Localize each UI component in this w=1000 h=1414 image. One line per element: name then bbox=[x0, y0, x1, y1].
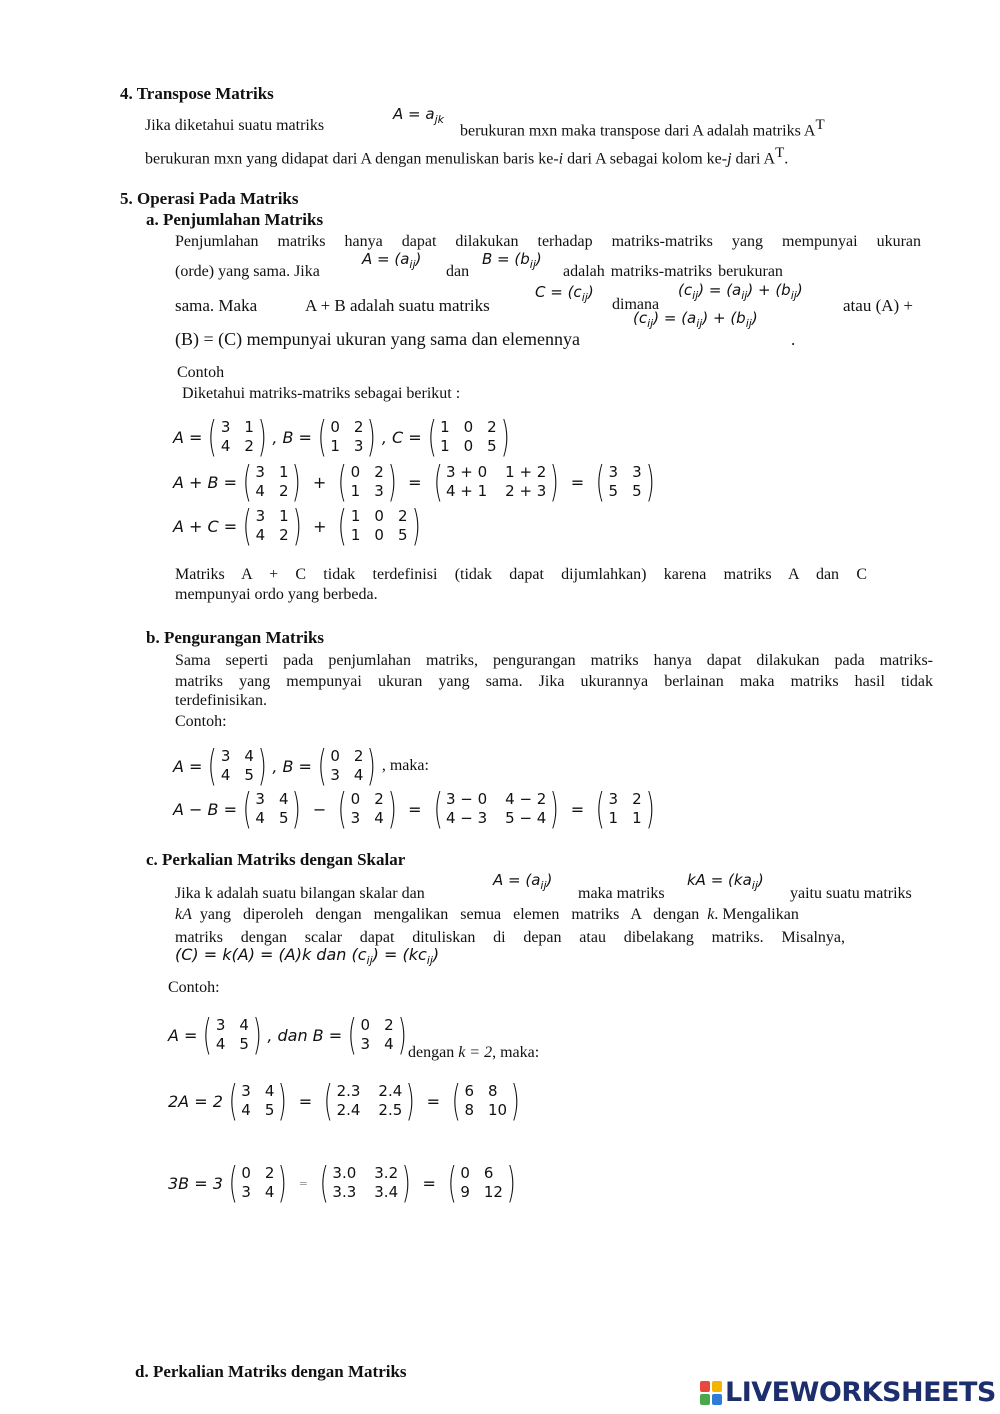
sec5a-line2-a: (orde) yang sama. Jika bbox=[175, 263, 320, 280]
matrix-cell: 0 bbox=[460, 1164, 470, 1182]
matrix-sum-result: ( 3 3 5 5 ) bbox=[595, 457, 655, 506]
matrix-cell: 4 bbox=[264, 1082, 275, 1100]
matrix-cell: 2 bbox=[374, 790, 384, 808]
matrix-cell: 3 bbox=[608, 463, 619, 481]
sec5a-line4: (B) = (C) mempunyai ukuran yang sama dan elemennya bbox=[175, 329, 581, 349]
matrix-cell: 2 bbox=[264, 1164, 275, 1182]
sec5a-line3-b: A + B adalah suatu matriks bbox=[305, 296, 490, 315]
matrix-cell: 0 bbox=[374, 507, 384, 525]
sec5c-dengan-k: dengan k = 2, maka: bbox=[408, 1044, 540, 1061]
matrix-cell: 1 bbox=[350, 526, 361, 544]
sec4-line2-text: berukuran mxn yang didapat dari A dengan menuliskan baris ke-i dari A sebagai kolom ke-j dari $A^T$. bbox=[145, 145, 789, 168]
section-5-heading: 5. Operasi Pada Matriks bbox=[120, 189, 299, 208]
matrix-cell: 4 bbox=[374, 809, 384, 827]
matrix-cell: 9 bbox=[460, 1183, 470, 1201]
matrix-cell: 3 − 0 bbox=[445, 790, 488, 808]
matrix-cell: 0 bbox=[330, 418, 340, 436]
sec5a-formula-a: $A = (a_{ij})$ bbox=[362, 250, 422, 271]
matrix-a: ( 3 1 4 2 ) bbox=[208, 412, 267, 461]
matrix-cell: 2 bbox=[487, 418, 497, 436]
sec5a-line1: Penjumlahan matriks hanya dapat dilakukan terhadap matriks-matriks yang mempunyai ukuran bbox=[175, 233, 921, 250]
matrix-a: ( 3 1 4 2 ) bbox=[242, 457, 302, 506]
matrix-cell: 1 bbox=[632, 809, 642, 827]
sec5b-eq-definitions: A = ( 3 4 4 5 ) , B = ( 0 2 3 4 ) , maka: bbox=[173, 741, 429, 790]
sec5a-note-line1: Matriks A + C tidak terdefinisi (tidak dapat dijumlahkan) karena matriks A dan C bbox=[175, 566, 867, 583]
matrix-cell: 0 bbox=[463, 437, 474, 455]
matrix-cell: 1 bbox=[608, 809, 619, 827]
sec5b-eq-difference: A − B = ( 3 4 4 5 ) − ( 0 2 3 4 ) = ( 3 − 0 4 − 2 4 − 3 5 − 4 ) = ( 3 2 1 1 ) bbox=[173, 786, 660, 832]
matrix-cell: 3 bbox=[350, 809, 361, 827]
matrix-cell: 2 bbox=[353, 747, 364, 765]
matrix-cell: 2 bbox=[279, 526, 289, 544]
matrix-cell: 2.3 bbox=[336, 1082, 361, 1100]
matrix-diff-result: ( 3 2 1 1 ) bbox=[595, 784, 655, 833]
sec5a-formula-b: $B = (b_{ij})$ bbox=[482, 250, 542, 271]
sec5a-line3-end: atau (A) + bbox=[843, 296, 914, 315]
sec5c-line1-a: Jika k adalah suatu bilangan skalar dan bbox=[175, 885, 425, 902]
matrix-b: ( 0 2 3 4 ) bbox=[347, 1010, 407, 1059]
sec5a-note-line2: mempunyai ordo yang berbeda. bbox=[175, 586, 378, 603]
matrix-a: ( 3 4 4 5 ) bbox=[203, 1010, 262, 1059]
sec5a-formula-cond-2: $(c_{ij}) = (a_{ij}) + (b_{ij})$ bbox=[633, 309, 758, 330]
sec5a-eq-undefined-sum: A + C = ( 3 1 4 2 ) + ( 1 0 2 1 0 5 ) bbox=[173, 503, 426, 549]
sec5a-line4-end: . bbox=[791, 330, 796, 349]
matrix-cell: 1 bbox=[279, 507, 289, 525]
matrix-b: ( 0 2 3 4 ) bbox=[228, 1158, 288, 1207]
matrix-a: ( 3 4 4 5 ) bbox=[208, 741, 267, 790]
matrix-cell: 3 bbox=[374, 482, 384, 500]
matrix-cell: 4 bbox=[353, 766, 364, 784]
matrix-cell: 5 bbox=[264, 1101, 275, 1119]
matrix-cell: 1 bbox=[330, 437, 340, 455]
sec5c-line3: matriks dengan scalar dapat dituliskan di depan atau dibelakang matriks. Misalnya, bbox=[175, 929, 845, 946]
matrix-cell: 0 bbox=[330, 747, 340, 765]
sec4-formula-a-ajk: $A = a_{jk}$ bbox=[393, 105, 444, 126]
matrix-cell: 8 bbox=[464, 1101, 475, 1119]
sec5a-line3-dimana: dimana bbox=[612, 296, 660, 313]
section-5a-heading: a. Penjumlahan Matriks bbox=[146, 210, 324, 229]
liveworksheets-logo-text: LIVEWORKSHEETS bbox=[725, 1377, 996, 1408]
matrix-cell: 0 bbox=[463, 418, 474, 436]
sec5c-eq-definitions: A = ( 3 4 4 5 ) , dan B = ( 0 2 3 4 ) bbox=[168, 1012, 412, 1058]
matrix-cell: 5 bbox=[632, 482, 642, 500]
matrix-cell: 4 bbox=[244, 747, 254, 765]
matrix-cell: 3 bbox=[632, 463, 642, 481]
matrix-cell: 8 bbox=[488, 1082, 498, 1100]
matrix-cell: 4 bbox=[239, 1016, 249, 1034]
matrix-cell: 0 bbox=[360, 1016, 371, 1034]
matrix-diff-expanded: ( 3 − 0 4 − 2 4 − 3 5 − 4 ) bbox=[433, 784, 560, 833]
matrix-cell: 3 bbox=[241, 1183, 251, 1201]
sec5b-para-line3: terdefinisikan. bbox=[175, 692, 267, 709]
matrix-cell: 3 bbox=[608, 790, 619, 808]
matrix-cell: 10 bbox=[488, 1101, 508, 1119]
matrix-cell: 2 bbox=[374, 463, 384, 481]
sec5c-formula-a: $A = (a_{ij})$ bbox=[493, 871, 553, 892]
matrix-cell: 1 bbox=[350, 482, 361, 500]
matrix-cell: 5 bbox=[278, 809, 289, 827]
matrix-2a-expanded: ( 2.3 2.4 2.4 2.5 ) bbox=[323, 1076, 415, 1125]
matrix-sum-expanded: ( 3 + 0 1 + 2 4 + 1 2 + 3 ) bbox=[433, 457, 560, 506]
sec5c-formula-ka: kA = $(ka_{ij})$ bbox=[687, 871, 764, 892]
matrix-cell: 3.2 bbox=[374, 1164, 399, 1182]
matrix-cell: 2 bbox=[397, 507, 408, 525]
matrix-a: ( 3 1 4 2 ) bbox=[242, 501, 302, 550]
matrix-cell: 4 bbox=[215, 1035, 226, 1053]
sec5a-formula-c: $C = (c_{ij})$ bbox=[535, 283, 594, 304]
matrix-cell: 5 bbox=[487, 437, 497, 455]
matrix-cell: 3 bbox=[255, 507, 266, 525]
matrix-c: ( 1 0 2 1 0 5 ) bbox=[427, 412, 510, 461]
matrix-cell: 2 bbox=[632, 790, 642, 808]
matrix-cell: 6 bbox=[464, 1082, 475, 1100]
matrix-cell: 3 bbox=[255, 790, 265, 808]
sec5a-eq-sum: A + B = ( 3 1 4 2 ) + ( 0 2 1 3 ) = ( 3 + 0 1 + 2 4 + 1 2 + 3 ) = ( 3 3 5 5 ) bbox=[173, 459, 660, 505]
matrix-cell: 0 bbox=[350, 790, 361, 808]
sec5a-line2-b: adalah matriks-matriks berukuran bbox=[563, 263, 783, 280]
matrix-cell: 2 bbox=[384, 1016, 394, 1034]
matrix-cell: 5 − 4 bbox=[505, 809, 547, 827]
matrix-c: ( 1 0 2 1 0 5 ) bbox=[338, 501, 421, 550]
matrix-b: ( 0 2 1 3 ) bbox=[317, 412, 377, 461]
matrix-b: ( 0 2 3 4 ) bbox=[317, 741, 377, 790]
matrix-cell: 0 bbox=[350, 463, 361, 481]
liveworksheets-watermark bbox=[700, 1377, 996, 1408]
matrix-cell: 3.0 bbox=[332, 1164, 357, 1182]
matrix-cell: 5 bbox=[608, 482, 619, 500]
sec5c-eq-3b: 3B = 3 ( 0 2 3 4 ) = ( 3.0 3.2 3.3 3.4 ) = ( 0 6 9 12 ) bbox=[168, 1160, 521, 1206]
matrix-2a-result: ( 6 8 8 10 ) bbox=[451, 1076, 520, 1125]
matrix-cell: 2.5 bbox=[378, 1101, 403, 1119]
sec5a-contoh: Contoh bbox=[177, 364, 225, 381]
matrix-cell: 3 bbox=[255, 463, 265, 481]
matrix-cell: 4 bbox=[384, 1035, 394, 1053]
logo-tile bbox=[712, 1394, 722, 1405]
matrix-cell: 4 bbox=[255, 482, 265, 500]
matrix-cell: 2 + 3 bbox=[505, 482, 547, 500]
sec5a-eq-definitions: A = ( 3 1 4 2 ) , B = ( 0 2 1 3 ) , C = ( 1 0 2 1 0 5 ) bbox=[173, 414, 515, 460]
matrix-cell: 2 bbox=[278, 482, 289, 500]
sec5c-line1-c: yaitu suatu matriks bbox=[790, 885, 912, 902]
sec4-line1-text: Jika diketahui suatu matriks bbox=[145, 117, 325, 134]
matrix-cell: 2.4 bbox=[378, 1082, 403, 1100]
matrix-cell: 4 − 2 bbox=[505, 790, 547, 808]
matrix-cell: 3 + 0 bbox=[445, 463, 488, 481]
sec5a-diketahui: Diketahui matriks-matriks sebagai berikut : bbox=[182, 385, 461, 402]
section-4-heading: 4. Transpose Matriks bbox=[120, 84, 274, 103]
matrix-a: ( 3 4 4 5 ) bbox=[242, 784, 302, 833]
matrix-cell: 4 bbox=[241, 1101, 251, 1119]
section-5b-heading: b. Pengurangan Matriks bbox=[146, 628, 325, 647]
matrix-cell: 4 + 1 bbox=[445, 482, 488, 500]
matrix-cell: 1 bbox=[278, 463, 289, 481]
matrix-cell: 3 bbox=[330, 766, 340, 784]
matrix-cell: 5 bbox=[239, 1035, 249, 1053]
matrix-cell: 2 bbox=[244, 437, 254, 455]
matrix-cell: 4 − 3 bbox=[445, 809, 488, 827]
matrix-cell: 4 bbox=[220, 437, 231, 455]
matrix-cell: 3 bbox=[220, 418, 231, 436]
matrix-cell: 1 bbox=[244, 418, 254, 436]
sec5c-formula-line4: (C) = k(A) = (A)k dan $(c_{ij}) = (kc_{ij})$ bbox=[175, 945, 440, 968]
sec5b-para-line1: Sama seperti pada penjumlahan matriks, pengurangan matriks hanya dapat dilakukan pada matriks- bbox=[175, 652, 933, 669]
matrix-cell: 1 bbox=[440, 437, 450, 455]
matrix-cell: 0 bbox=[241, 1164, 251, 1182]
matrix-b: ( 0 2 3 4 ) bbox=[337, 784, 397, 833]
matrix-a: ( 3 4 4 5 ) bbox=[228, 1076, 288, 1125]
matrix-cell: 1 + 2 bbox=[505, 463, 547, 481]
logo-tile bbox=[712, 1381, 722, 1392]
matrix-cell: 1 bbox=[350, 507, 361, 525]
matrix-cell: 12 bbox=[483, 1183, 503, 1201]
matrix-cell: 6 bbox=[483, 1164, 494, 1182]
matrix-cell: 4 bbox=[220, 766, 231, 784]
matrix-b: ( 0 2 1 3 ) bbox=[337, 457, 397, 506]
section-5c-heading: c. Perkalian Matriks dengan Skalar bbox=[146, 850, 406, 869]
logo-tile bbox=[700, 1381, 710, 1392]
matrix-cell: 3 bbox=[360, 1035, 371, 1053]
sec5b-contoh: Contoh: bbox=[175, 713, 227, 730]
matrix-cell: 4 bbox=[278, 790, 289, 808]
liveworksheets-logo-icon bbox=[700, 1381, 722, 1405]
sec5c-line1-b: maka matriks bbox=[578, 885, 665, 902]
logo-tile bbox=[700, 1394, 710, 1405]
matrix-cell: 0 bbox=[374, 526, 384, 544]
section-5d-heading: d. Perkalian Matriks dengan Matriks bbox=[135, 1362, 407, 1381]
matrix-cell: 3.4 bbox=[374, 1183, 399, 1201]
matrix-cell: 1 bbox=[440, 418, 450, 436]
sec5b-para-line2: matriks yang mempunyai ukuran yang sama. Jika ukurannya berlainan maka matriks hasil tidak bbox=[175, 673, 933, 690]
matrix-cell: 3 bbox=[353, 437, 364, 455]
sec5c-line2: kA yang diperoleh dengan mengalikan semua elemen matriks A dengan k. Mengalikan bbox=[175, 906, 799, 923]
matrix-cell: 2.4 bbox=[336, 1101, 361, 1119]
matrix-cell: 5 bbox=[397, 526, 408, 544]
matrix-cell: 4 bbox=[255, 809, 265, 827]
sec5c-eq-2a: 2A = 2 ( 3 4 4 5 ) = ( 2.3 2.4 2.4 2.5 ) = ( 6 8 8 10 ) bbox=[168, 1078, 526, 1124]
matrix-3b-result: ( 0 6 9 12 ) bbox=[447, 1158, 516, 1207]
sec5a-line3-a: sama. Maka bbox=[175, 296, 258, 315]
matrix-cell: 3 bbox=[241, 1082, 251, 1100]
matrix-cell: 2 bbox=[353, 418, 364, 436]
sec4-line1-text-b: berukuran mxn maka transpose dari A adalah matriks $A^T$ bbox=[460, 117, 825, 140]
sec5a-line2-dan: dan bbox=[446, 263, 470, 280]
matrix-cell: 3.3 bbox=[332, 1183, 357, 1201]
matrix-cell: 5 bbox=[244, 766, 254, 784]
matrix-cell: 3 bbox=[220, 747, 231, 765]
matrix-cell: 4 bbox=[255, 526, 266, 544]
sec5c-contoh: Contoh: bbox=[168, 979, 220, 996]
matrix-cell: 4 bbox=[264, 1183, 275, 1201]
matrix-3b-expanded: ( 3.0 3.2 3.3 3.4 ) bbox=[319, 1158, 411, 1207]
matrix-cell: 3 bbox=[215, 1016, 226, 1034]
sec5a-formula-cond-1: $(c_{ij}) = (a_{ij}) + (b_{ij})$ bbox=[678, 281, 803, 302]
